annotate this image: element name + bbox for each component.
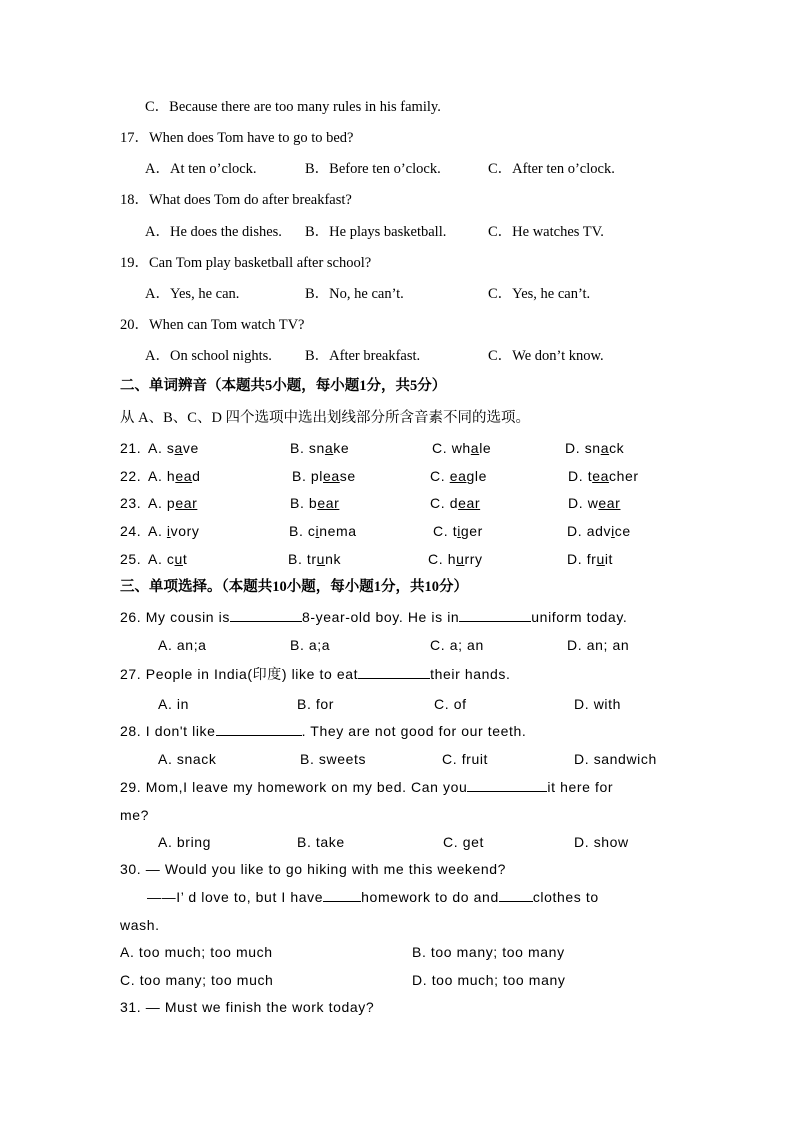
q28-option-d: D. sandwich [574,751,657,767]
q20-option-a: A．On school nights. [145,348,272,364]
q30-option-a: A. too much; too much [120,944,273,960]
section2-heading: 二、单词辨音（本题共5小题，每小题1分，共5分） [120,378,447,394]
answer-blank[interactable] [216,722,302,736]
q21-option-c: C. whale [432,440,492,456]
q26-stem: 26. My cousin is 8-year-old boy. He is in uniform today. [120,609,628,625]
q23-option-d: D. wear [568,495,621,511]
q23-option-b: B. bear [290,495,340,511]
q30-reply: ——I’ d love to, but I have homework to do and clothes to [147,889,599,905]
q27-option-c: C. of [434,696,467,712]
q25-option-c: C. hurry [428,551,483,567]
q26-option-d: D. an; an [567,637,630,653]
q21-number: 21. [120,440,142,456]
q17-option-a: A．At ten o’clock. [145,161,257,177]
q23-option-c: C. dear [430,495,481,511]
answer-blank[interactable] [467,778,547,792]
q19-stem: 19．Can Tom play basketball after school? [120,255,372,271]
q26-option-c: C. a; an [430,637,484,653]
q30-option-c: C. too many; too much [120,972,274,988]
q29-option-c: C. get [443,834,484,850]
q29-option-d: D. show [574,834,629,850]
q17-option-b: B．Before ten o’clock. [305,161,441,177]
q30-reply-continued: wash. [120,917,160,933]
q29-stem: 29. Mom,I leave my homework on my bed. Can you it here for [120,779,614,795]
q20-stem: 20．When can Tom watch TV? [120,317,305,333]
q30-option-d: D. too much; too many [412,972,566,988]
q28-option-a: A. snack [158,751,217,767]
q24-option-a: A. ivory [148,523,200,539]
q22-option-c: C. eagle [430,468,487,484]
q25-option-d: D. fruit [567,551,614,567]
q31-stem: 31. — Must we finish the work today? [120,999,375,1015]
q18-option-c: C．He watches TV. [488,224,604,240]
q28-stem: 28. I don't like . They are not good for our teeth. [120,723,527,739]
q27-option-a: A. in [158,696,190,712]
q20-option-b: B．After breakfast. [305,348,421,364]
q24-number: 24. [120,523,142,539]
q26-option-b: B. a;a [290,637,331,653]
q19-option-b: B．No, he can’t. [305,286,404,302]
answer-blank[interactable] [499,888,533,902]
q18-option-b: B．He plays basketball. [305,224,447,240]
q24-option-b: B. cinema [289,523,357,539]
q26-option-a: A. an;a [158,637,207,653]
q29-option-b: B. take [297,834,345,850]
q17-stem: 17．When does Tom have to go to bed? [120,130,354,146]
section3-heading: 三、单项选择。（本题共10小题，每小题1分，共10分） [120,579,468,595]
q27-stem: 27. People in India(印度) like to eat their hands. [120,666,511,682]
q22-option-b: B. please [292,468,356,484]
q21-option-a: A. save [148,440,199,456]
q28-option-c: C. fruit [442,751,489,767]
answer-blank[interactable] [358,665,430,679]
q29-option-a: A. bring [158,834,212,850]
q25-option-b: B. trunk [288,551,342,567]
answer-blank[interactable] [459,608,531,622]
q22-option-a: A. head [148,468,201,484]
q24-option-c: C. tiger [433,523,483,539]
q24-option-d: D. advice [567,523,631,539]
q30-option-b: B. too many; too many [412,944,565,960]
q22-number: 22. [120,468,142,484]
q25-option-a: A. cut [148,551,188,567]
section2-instruction: 从 A、B、C、D 四个选项中选出划线部分所含音素不同的选项。 [120,410,531,426]
q22-option-d: D. teacher [568,468,639,484]
q21-option-b: B. snake [290,440,350,456]
q28-option-b: B. sweets [300,751,367,767]
q27-option-b: B. for [297,696,335,712]
q16-option-c: C．Because there are too many rules in his family. [145,99,441,115]
q27-option-d: D. with [574,696,621,712]
q25-number: 25. [120,551,142,567]
q21-option-d: D. snack [565,440,625,456]
q18-option-a: A．He does the dishes. [145,224,282,240]
q23-number: 23. [120,495,142,511]
q19-option-c: C．Yes, he can’t. [488,286,591,302]
q17-option-c: C．After ten o’clock. [488,161,615,177]
answer-blank[interactable] [230,608,302,622]
q18-stem: 18．What does Tom do after breakfast? [120,192,352,208]
q29-stem-continued: me? [120,807,150,823]
q20-option-c: C．We don’t know. [488,348,604,364]
q30-stem: 30. — Would you like to go hiking with me this weekend? [120,861,507,877]
q19-option-a: A．Yes, he can. [145,286,240,302]
answer-blank[interactable] [323,888,361,902]
q23-option-a: A. pear [148,495,198,511]
